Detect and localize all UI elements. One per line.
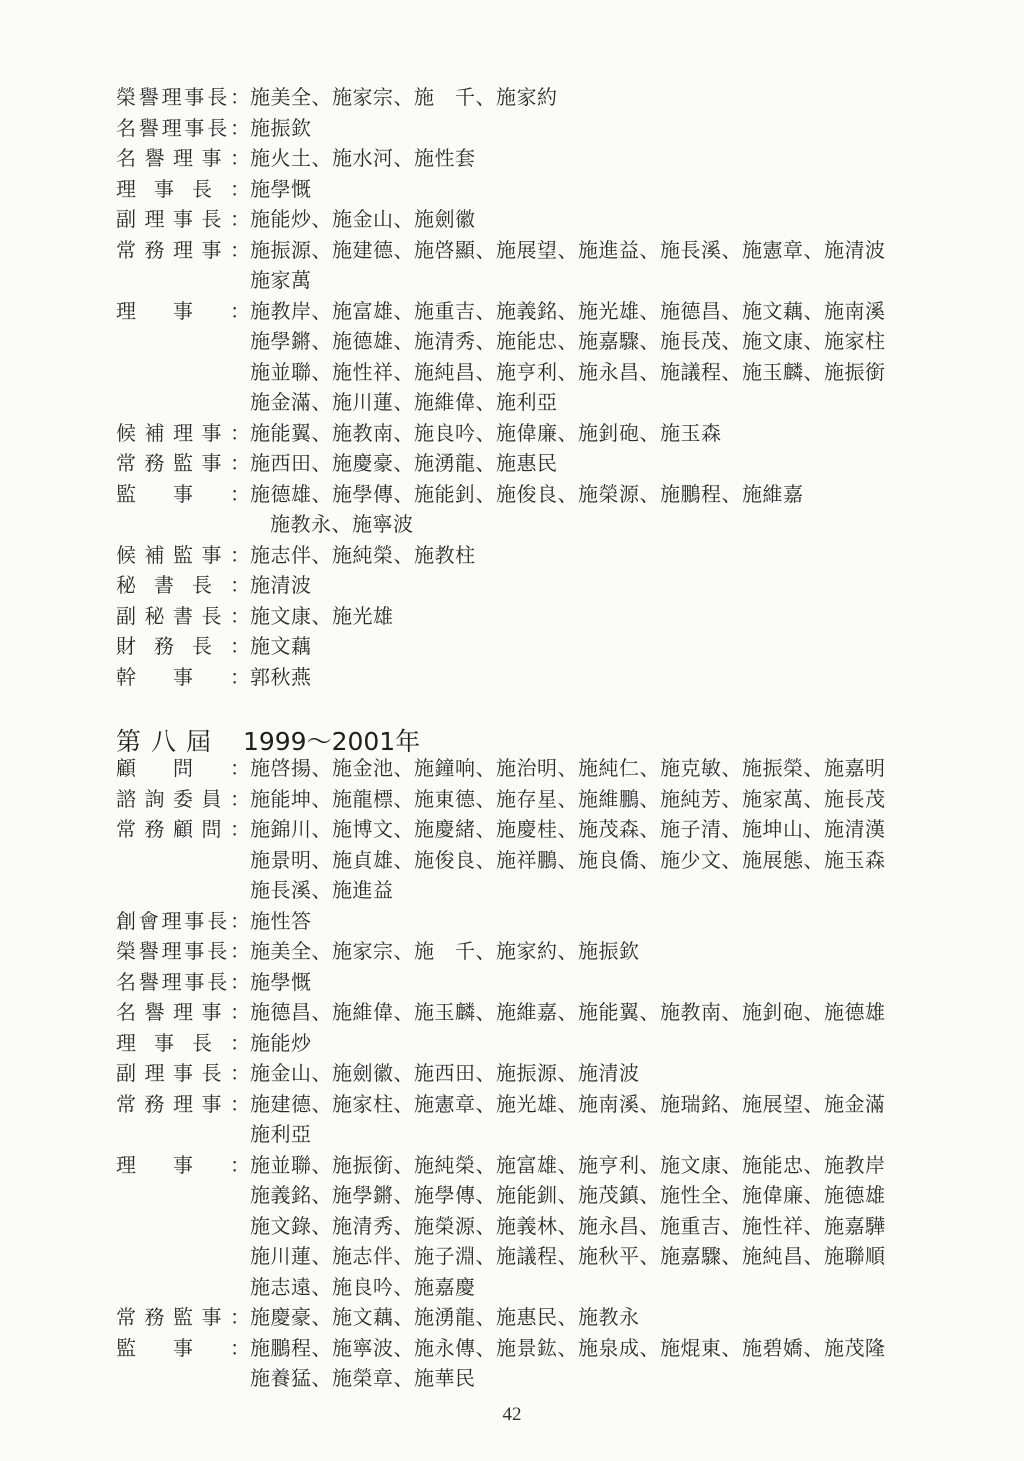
member-names: 施美全、施家宗、施 千、施家約 xyxy=(250,85,558,109)
member-names: 施能炒、施金山、施劍徽 xyxy=(250,207,476,231)
role-label: 副秘書長： xyxy=(116,603,250,628)
roster-row xyxy=(0,1150,1024,1181)
member-names: 施金滿、施川蓮、施維偉、施利亞 xyxy=(250,390,558,414)
member-names: 施學鏘、施德雄、施清秀、施能忠、施嘉驟、施長茂、施文康、施家柱 xyxy=(250,329,886,353)
member-names: 施美全、施家宗、施 千、施家約、施振欽 xyxy=(250,939,640,963)
roster-row xyxy=(0,1058,1024,1089)
member-names: 施義銘、施學鏘、施學傳、施能釧、施茂鎮、施性全、施偉廉、施德雄 xyxy=(250,1183,886,1207)
roster-row xyxy=(0,570,1024,601)
member-names: 施德昌、施維偉、施玉麟、施維嘉、施能翼、施教南、施釗砲、施德雄 xyxy=(250,1000,886,1024)
role-label: 候補理事： xyxy=(116,420,250,445)
role-label: 顧問： xyxy=(116,756,250,780)
member-names: 施學慨 xyxy=(250,176,312,201)
roster-row xyxy=(0,601,1024,632)
member-names: 施能翼、施教南、施良吟、施偉廉、施釗砲、施玉森 xyxy=(250,420,722,445)
roster-row xyxy=(0,235,1024,266)
roster-row xyxy=(0,418,1024,449)
member-names: 郭秋燕 xyxy=(250,664,312,689)
member-names: 施養猛、施榮章、施華民 xyxy=(250,1366,476,1390)
roster-row xyxy=(0,143,1024,174)
member-names: 施志遠、施良吟、施嘉慶 xyxy=(250,1274,476,1299)
role-label: 常務顧問： xyxy=(116,817,250,841)
roster-row xyxy=(0,113,1024,144)
roster-row xyxy=(0,174,1024,205)
roster-row xyxy=(0,1363,1024,1394)
roster-row xyxy=(0,1089,1024,1120)
member-names: 施慶豪、施文藕、施湧龍、施惠民、施教永 xyxy=(250,1305,640,1329)
member-names: 施建德、施家柱、施憲章、施光雄、施南溪、施瑞銘、施展望、施金滿 xyxy=(250,1091,886,1116)
member-names: 施家萬 xyxy=(250,268,312,292)
role-label: 監事： xyxy=(116,1335,250,1360)
member-names: 施能坤、施龍標、施東德、施存星、施維鵬、施純芳、施家萬、施長茂 xyxy=(250,786,886,811)
roster-row xyxy=(0,784,1024,815)
roster-row xyxy=(0,1119,1024,1150)
roster-row xyxy=(0,387,1024,418)
member-names: 施利亞 xyxy=(250,1122,312,1146)
member-names: 施鵬程、施寧波、施永傳、施景鈜、施泉成、施焜東、施碧嬌、施茂隆 xyxy=(250,1335,886,1360)
role-label: 常務監事： xyxy=(116,451,250,475)
heading-term-years: 1999～2001年 xyxy=(242,727,421,756)
roster-row xyxy=(0,936,1024,967)
roster-row xyxy=(0,265,1024,296)
role-label: 名譽理事： xyxy=(116,146,250,170)
role-label: 理事： xyxy=(116,1152,250,1177)
role-label: 候補監事： xyxy=(116,542,250,567)
member-names: 施清波 xyxy=(250,573,312,597)
roster-row xyxy=(0,662,1024,693)
roster-row xyxy=(0,814,1024,845)
role-label: 副理事長： xyxy=(116,207,250,231)
role-label: 名譽理事長： xyxy=(116,969,250,994)
role-label: 副理事長： xyxy=(116,1061,250,1085)
member-names: 施川蓮、施志伴、施子淵、施議程、施秋平、施嘉驟、施純昌、施聯順 xyxy=(250,1244,886,1268)
roster-row xyxy=(0,906,1024,937)
member-names: 施學慨 xyxy=(250,969,312,994)
role-label: 財務長： xyxy=(116,634,250,658)
member-names: 施西田、施慶豪、施湧龍、施惠民 xyxy=(250,451,558,475)
member-names: 施文康、施光雄 xyxy=(250,603,394,628)
member-names: 施振源、施建德、施啓顯、施展望、施進益、施長溪、施憲章、施清波 xyxy=(250,237,886,262)
member-names: 施景明、施貞雄、施俊良、施祥鵬、施良僑、施少文、施展態、施玉森 xyxy=(250,847,886,872)
member-names: 施教永、施寧波 xyxy=(270,512,414,536)
role-label: 理事： xyxy=(116,298,250,323)
role-label: 常務監事： xyxy=(116,1305,250,1329)
roster-row xyxy=(0,845,1024,876)
roster-row xyxy=(0,204,1024,235)
roster-row xyxy=(0,1211,1024,1242)
heading-term-label: 第八屆 xyxy=(116,727,222,756)
member-names: 施性答 xyxy=(250,908,312,933)
role-label: 監事： xyxy=(116,481,250,506)
role-label: 常務理事： xyxy=(116,237,250,262)
roster-row xyxy=(0,1333,1024,1364)
roster-row xyxy=(0,509,1024,540)
roster-row xyxy=(0,82,1024,113)
roster-row xyxy=(0,1241,1024,1272)
role-label: 幹事： xyxy=(116,664,250,689)
role-label: 諮詢委員： xyxy=(116,786,250,811)
member-names: 施金山、施劍徽、施西田、施振源、施清波 xyxy=(250,1061,640,1085)
member-names: 施長溪、施進益 xyxy=(250,878,394,902)
roster-row xyxy=(0,326,1024,357)
roster-row xyxy=(0,479,1024,510)
role-label: 榮譽理事長： xyxy=(116,939,250,963)
role-label: 秘書長： xyxy=(116,573,250,597)
roster-row xyxy=(0,1028,1024,1059)
member-names: 施振欽 xyxy=(250,115,312,140)
section-eighth-term-roster xyxy=(0,753,1024,1394)
member-names: 施文錄、施清秀、施榮源、施義林、施永昌、施重吉、施性祥、施嘉驊 xyxy=(250,1213,886,1238)
roster-row xyxy=(0,1180,1024,1211)
member-names: 施德雄、施學傳、施能釗、施俊良、施榮源、施鵬程、施維嘉 xyxy=(250,481,804,506)
section-seventh-term-roster xyxy=(0,82,1024,692)
roster-row xyxy=(0,357,1024,388)
roster-row xyxy=(0,1272,1024,1303)
member-names: 施啓揚、施金池、施鐘响、施治明、施純仁、施克敏、施振榮、施嘉明 xyxy=(250,756,886,780)
role-label: 理事長： xyxy=(116,1030,250,1055)
role-label: 常務理事： xyxy=(116,1091,250,1116)
roster-row xyxy=(0,997,1024,1028)
roster-row xyxy=(0,540,1024,571)
roster-row xyxy=(0,296,1024,327)
roster-row xyxy=(0,875,1024,906)
role-label: 創會理事長： xyxy=(116,908,250,933)
roster-row xyxy=(0,448,1024,479)
member-names: 施錦川、施博文、施慶緒、施慶桂、施茂森、施子清、施坤山、施清漢 xyxy=(250,817,886,841)
member-names: 施志伴、施純榮、施教柱 xyxy=(250,542,476,567)
role-label: 榮譽理事長： xyxy=(116,85,250,109)
member-names: 施並聯、施性祥、施純昌、施亨利、施永昌、施議程、施玉麟、施振銜 xyxy=(250,359,886,384)
roster-row xyxy=(0,631,1024,662)
member-names: 施文藕 xyxy=(250,634,312,658)
role-label: 名譽理事長： xyxy=(116,115,250,140)
member-names: 施能炒 xyxy=(250,1030,312,1055)
member-names: 施教岸、施富雄、施重吉、施義銘、施光雄、施德昌、施文藕、施南溪 xyxy=(250,298,886,323)
role-label: 名譽理事： xyxy=(116,1000,250,1024)
roster-row xyxy=(0,967,1024,998)
member-names: 施並聯、施振銜、施純榮、施富雄、施亨利、施文康、施能忠、施教岸 xyxy=(250,1152,886,1177)
page-number: 42 xyxy=(502,1404,522,1425)
member-names: 施火土、施水河、施性套 xyxy=(250,146,476,170)
roster-row xyxy=(0,1302,1024,1333)
roster-row xyxy=(0,753,1024,784)
role-label: 理事長： xyxy=(116,176,250,201)
